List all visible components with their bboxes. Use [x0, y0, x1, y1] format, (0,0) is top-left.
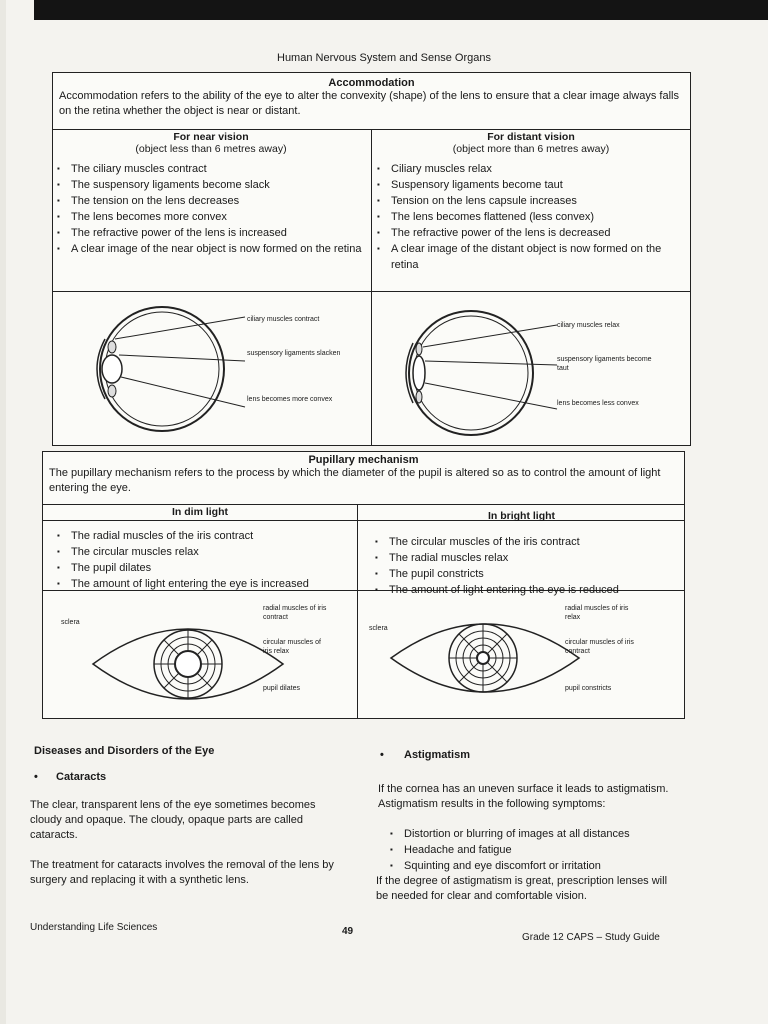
list-item: ▪ Tension on the lens capsule increases — [391, 193, 685, 209]
astigmatism-paragraph-2: If the degree of astigmatism is great, prescription lenses will be needed for clear and comfortable vision. — [376, 875, 668, 902]
astigmatism-symptoms-list — [380, 826, 706, 874]
list-item: ▪ Headache and fatigue — [404, 842, 706, 858]
near-label-suspensory: suspensory ligaments slacken — [247, 350, 341, 357]
dim-light-heading: In dim light — [172, 506, 228, 518]
bright-label-pupil: pupil constricts — [565, 685, 612, 692]
pupillary-box — [42, 451, 685, 719]
near-label-lens: lens becomes more convex — [247, 396, 333, 403]
dim-light-list — [53, 528, 371, 592]
footer-book-title: Understanding Life Sciences — [30, 922, 158, 933]
distant-vision-subheading: (object more than 6 metres away) — [452, 143, 610, 155]
near-vision-list — [53, 161, 369, 257]
list-item: ▪ Distortion or blurring of images at all distances — [404, 826, 706, 842]
distant-vision-heading: For distant vision — [487, 131, 575, 143]
cataracts-paragraph-2: The treatment for cataracts involves the removal of the lens by surgery and replacing it with a synthetic lens. — [30, 859, 334, 886]
page-edge — [0, 0, 6, 1024]
astigmatism-heading: • Astigmatism — [380, 749, 471, 761]
pupillary-title: Pupillary mechanism — [308, 454, 419, 466]
list-item: ▪ The amount of light entering the eye is reduced — [389, 582, 697, 598]
footer-grade: Grade 12 CAPS – Study Guide — [522, 932, 660, 943]
list-item: ▪ The circular muscles relax — [71, 544, 371, 560]
scan-top-border — [34, 0, 768, 20]
bright-light-list — [371, 534, 697, 598]
diseases-title: Diseases and Disorders of the Eye — [34, 745, 215, 757]
distant-label-lens: lens becomes less convex — [557, 400, 639, 407]
near-vision-subheading: (object less than 6 metres away) — [135, 143, 287, 155]
bright-label-radial: radial muscles of iris relax — [565, 605, 629, 621]
list-item: ▪ The suspensory ligaments become slack — [71, 177, 365, 193]
list-item: ▪ The refractive power of the lens is decreased — [391, 225, 685, 241]
footer-page-number: 49 — [342, 926, 354, 937]
bright-label-circular: circular muscles of iris contract — [565, 639, 634, 655]
list-item: ▪ Squinting and eye discomfort or irritation — [404, 858, 706, 874]
list-item: ▪ The amount of light entering the eye is increased — [71, 576, 371, 592]
distant-vision-column — [373, 131, 689, 273]
dim-label-sclera: sclera — [61, 619, 80, 626]
dim-light-iris-diagram — [83, 614, 293, 714]
list-item: ▪ The ciliary muscles contract — [71, 161, 365, 177]
cataracts-heading: • Cataracts — [34, 771, 107, 783]
list-item: ▪ The pupil dilates — [71, 560, 371, 576]
list-item: ▪ The lens becomes flattened (less convex) — [391, 209, 685, 225]
bright-light-heading: In bright light — [487, 510, 556, 522]
list-item: ▪ The tension on the lens decreases — [71, 193, 365, 209]
near-vision-heading: For near vision — [173, 131, 249, 143]
page-header: Human Nervous System and Sense Organs — [277, 52, 491, 64]
list-item: ▪ The pupil constricts — [389, 566, 697, 582]
list-item: ▪ The circular muscles of the iris contract — [389, 534, 697, 550]
distant-vision-list — [373, 161, 689, 273]
list-item: ▪ Suspensory ligaments become taut — [391, 177, 685, 193]
near-label-ciliary: ciliary muscles contract — [247, 316, 320, 323]
dim-label-radial: radial muscles of iris contract — [263, 605, 327, 621]
dim-label-pupil: pupil dilates — [263, 685, 300, 692]
list-item: ▪ The refractive power of the lens is increased — [71, 225, 365, 241]
list-item: ▪ A clear image of the near object is now formed on the retina — [71, 241, 365, 257]
pupillary-intro: The pupillary mechanism refers to the process by which the diameter of the pupil is altered so as to control the amount of light entering the eye. — [49, 467, 661, 494]
cataracts-paragraph-1: The clear, transparent lens of the eye sometimes becomes cloudy and opaque. The cloudy, opaque parts are called cataracts. — [30, 799, 316, 841]
distant-vision-eye-diagram — [379, 305, 559, 445]
near-vision-eye-diagram — [67, 299, 247, 439]
list-item: ▪ A clear image of the distant object is now formed on the retina — [391, 241, 685, 273]
list-item: ▪ Ciliary muscles relax — [391, 161, 685, 177]
dim-label-circular: circular muscles of iris relax — [263, 639, 321, 655]
near-vision-column — [53, 131, 369, 257]
list-item: ▪ The lens becomes more convex — [71, 209, 365, 225]
list-item: ▪ The radial muscles of the iris contract — [71, 528, 371, 544]
bright-label-sclera: sclera — [369, 625, 388, 632]
distant-label-ciliary: ciliary muscles relax — [557, 322, 620, 329]
astigmatism-paragraph-1: If the cornea has an uneven surface it leads to astigmatism. Astigmatism results in the following symptoms: — [378, 783, 669, 810]
distant-label-suspensory: suspensory ligaments become taut — [557, 356, 652, 372]
list-item: ▪ The radial muscles relax — [389, 550, 697, 566]
accommodation-intro: Accommodation refers to the ability of the eye to alter the convexity (shape) of the lens to ensure that a clear image always falls on the retina whether the object is near or distant. — [59, 90, 679, 117]
accommodation-title: Accommodation — [328, 77, 415, 89]
bright-light-iris-diagram — [385, 610, 585, 706]
accommodation-box — [52, 72, 691, 446]
